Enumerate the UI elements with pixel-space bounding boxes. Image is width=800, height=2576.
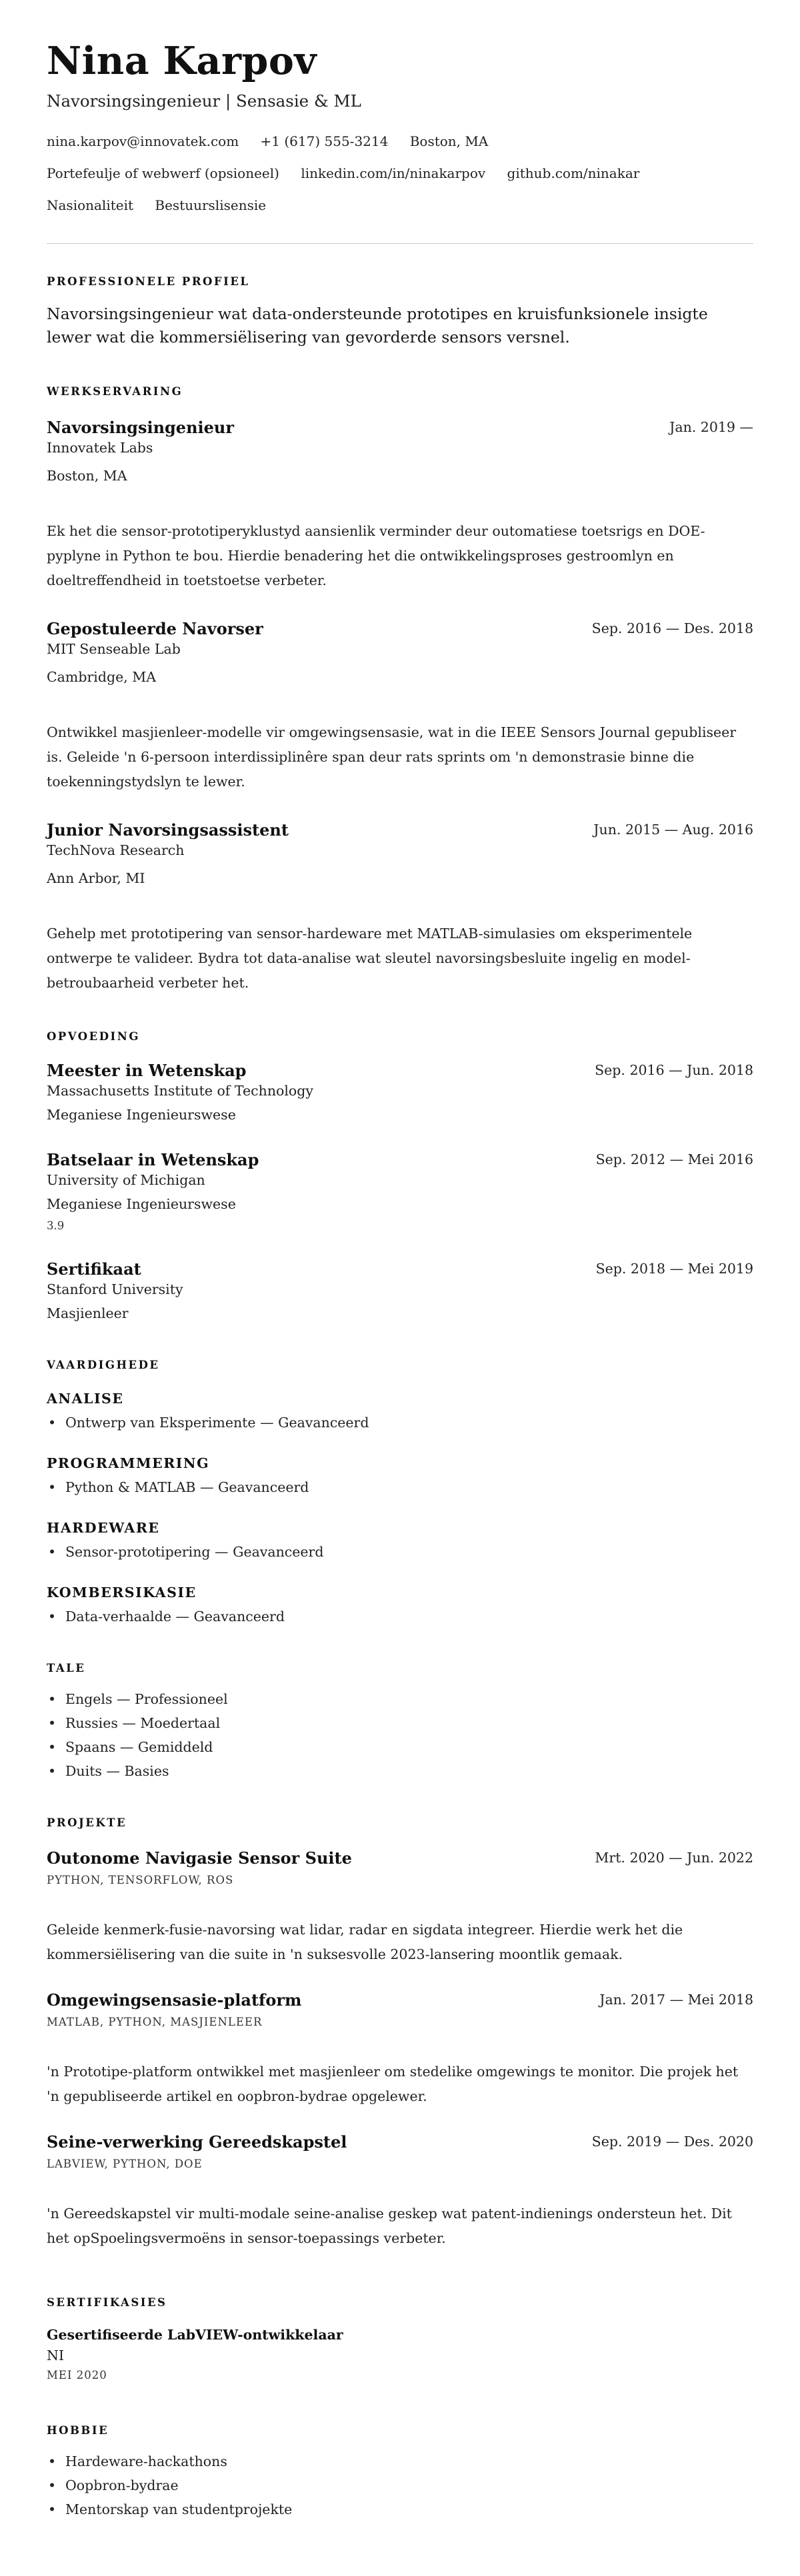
experience-location: Ann Arbor, MI: [47, 870, 145, 886]
experience-description: Gehelp met prototipering van sensor-hardeware met MATLAB-simulasies om eksperimentele ontwerpe te valideer. Bydra tot data-analise wat sleutel navorsingsbesluite ingelig en model-betroubaarheid verbeter het.: [47, 926, 693, 991]
list-item: • Data-verhaalde — Geavanceerd: [47, 1605, 285, 1628]
contact-license: Bestuurslisensie: [155, 197, 267, 213]
experience-org: TechNova Research: [47, 842, 185, 858]
experience-description: Ontwikkel masjienleer-modelle vir omgewingsensasie, wat in die IEEE Sensors Journal gepubliseer is. Geleide 'n 6-persoon interdissiplinêre span deur rats sprints om 'n demonstrasie binne die toekenningstydslyn te lewer.: [47, 724, 737, 790]
education-dates: Sep. 2016 — Jun. 2018: [595, 1062, 753, 1078]
section-heading-projects: PROJEKTE: [47, 1816, 127, 1829]
project-dates: Sep. 2019 — Des. 2020: [591, 2134, 753, 2150]
list-item: • Ontwerp van Eksperimente — Geavanceerd: [47, 1411, 369, 1435]
experience-dates: Jun. 2015 — Aug. 2016: [593, 822, 753, 838]
education-degree: Sertifikaat: [47, 1259, 141, 1279]
contact-row-links: [47, 164, 657, 183]
project-dates: Mrt. 2020 — Jun. 2022: [595, 1850, 753, 1866]
language-list: [47, 1687, 228, 1783]
project-tech: MATLAB, PYTHON, MASJIENLEER: [47, 2016, 263, 2028]
experience-location: Cambridge, MA: [47, 669, 157, 685]
contact-portfolio[interactable]: Portefeulje of webwerf (opsioneel): [47, 165, 279, 181]
list-item: • Oopbron-bydrae: [47, 2473, 292, 2497]
header-divider: [47, 243, 753, 244]
list-item: • Sensor-prototipering — Geavanceerd: [47, 1540, 323, 1564]
candidate-name: Nina Karpov: [47, 39, 317, 83]
education-school: University of Michigan: [47, 1172, 205, 1188]
list-item: • Python & MATLAB — Geavanceerd: [47, 1475, 309, 1499]
experience-title: Junior Navorsingsassistent: [47, 820, 289, 840]
contact-github[interactable]: github.com/ninakar: [507, 165, 640, 181]
certification-date: MEI 2020: [47, 2369, 107, 2381]
certification-issuer: NI: [47, 2347, 65, 2363]
contact-row-extra: [47, 196, 283, 215]
contact-location: Boston, MA: [409, 133, 489, 149]
education-dates: Sep. 2012 — Mei 2016: [595, 1151, 753, 1167]
education-degree: Meester in Wetenskap: [47, 1061, 247, 1080]
skill-group-name: ANALISE: [47, 1391, 124, 1407]
section-heading-certifications: SERTIFIKASIES: [47, 2296, 167, 2309]
certification-name: Gesertifiseerde LabVIEW-ontwikkelaar: [47, 2327, 343, 2343]
skill-group-name: KOMBERSIKASIE: [47, 1585, 197, 1601]
education-field: Meganiese Ingenieurswese: [47, 1107, 236, 1123]
education-degree: Batselaar in Wetenskap: [47, 1150, 259, 1169]
profile-summary: Navorsingsingenieur wat data-ondersteunde prototipes en kruisfunksionele insigte lewer wat die kommersiëlisering van gevorderde sensors versnel.: [47, 305, 708, 346]
list-item: • Mentorskap van studentprojekte: [47, 2497, 292, 2521]
project-title: Seine-verwerking Gereedskapstel: [47, 2132, 347, 2152]
experience-dates: Sep. 2016 — Des. 2018: [591, 620, 753, 636]
section-heading-hobbies: HOBBIE: [47, 2424, 109, 2437]
education-school: Stanford University: [47, 1281, 183, 1297]
project-description: 'n Prototipe-platform ontwikkel met masjienleer om stedelike omgewings te monitor. Die projek het 'n gepubliseerde artikel en oopbron-bydrae opgelewer.: [47, 2064, 739, 2104]
project-title: Outonome Navigasie Sensor Suite: [47, 1848, 352, 1868]
list-item: • Hardeware-hackathons: [47, 2449, 292, 2473]
contact-phone[interactable]: +1 (617) 555-3214: [260, 133, 389, 149]
candidate-headline: Navorsingsingenieur | Sensasie & ML: [47, 91, 361, 111]
skill-list: [47, 1605, 285, 1628]
list-item: • Engels — Professioneel: [47, 1687, 228, 1711]
list-item: • Russies — Moedertaal: [47, 1711, 228, 1735]
list-item: • Duits — Basies: [47, 1759, 228, 1783]
experience-description: Ek het die sensor-prototiperyklustyd aansienlik verminder deur outomatiese toetsrigs en DOE-pyplyne in Python te bou. Hierdie benadering het die ontwikkelingsproses gestroomlyn en doeltreffendheid in toetstoetse verbeter.: [47, 523, 705, 588]
experience-title: Gepostuleerde Navorser: [47, 619, 263, 638]
experience-dates: Jan. 2019 —: [669, 419, 753, 435]
skill-list: [47, 1411, 369, 1435]
hobby-list: [47, 2449, 292, 2521]
contact-nationality: Nasionaliteit: [47, 197, 134, 213]
project-tech: LABVIEW, PYTHON, DOE: [47, 2158, 203, 2170]
section-heading-experience: WERKSERVARING: [47, 385, 183, 398]
section-heading-profile: PROFESSIONELE PROFIEL: [47, 275, 250, 288]
contact-linkedin[interactable]: linkedin.com/in/ninakarpov: [301, 165, 486, 181]
education-field: Masjienleer: [47, 1305, 129, 1321]
list-item: • Spaans — Gemiddeld: [47, 1735, 228, 1759]
experience-org: Innovatek Labs: [47, 440, 153, 456]
project-tech: PYTHON, TENSORFLOW, ROS: [47, 1874, 234, 1886]
experience-org: MIT Senseable Lab: [47, 641, 181, 657]
skill-list: [47, 1475, 309, 1499]
project-description: 'n Gereedskapstel vir multi-modale seine-analise geskep wat patent-indienings ondersteun het. Dit het opSpoelingsvermoëns in sensor-toepassings verbeter.: [47, 2206, 732, 2246]
education-field: Meganiese Ingenieurswese: [47, 1196, 236, 1212]
section-heading-skills: VAARDIGHEDE: [47, 1359, 160, 1371]
section-heading-languages: TALE: [47, 1662, 86, 1674]
education-dates: Sep. 2018 — Mei 2019: [595, 1261, 753, 1277]
skill-group-name: PROGRAMMERING: [47, 1455, 210, 1471]
contact-email[interactable]: nina.karpov@innovatek.com: [47, 133, 239, 149]
experience-title: Navorsingsingenieur: [47, 418, 235, 437]
education-school: Massachusetts Institute of Technology: [47, 1083, 313, 1099]
project-dates: Jan. 2017 — Mei 2018: [599, 1992, 753, 2008]
contact-row-primary: [47, 132, 505, 151]
education-gpa: 3.9: [47, 1219, 65, 1232]
project-title: Omgewingsensasie-platform: [47, 1990, 302, 2010]
skill-list: [47, 1540, 323, 1564]
section-heading-education: OPVOEDING: [47, 1030, 140, 1043]
experience-location: Boston, MA: [47, 468, 127, 484]
skill-group-name: HARDEWARE: [47, 1520, 160, 1536]
project-description: Geleide kenmerk-fusie-navorsing wat lidar, radar en sigdata integreer. Hierdie werk het die kommersiëlisering van die suite in 'n suksesvolle 2023-lansering moontlik gemaak.: [47, 1922, 683, 1962]
